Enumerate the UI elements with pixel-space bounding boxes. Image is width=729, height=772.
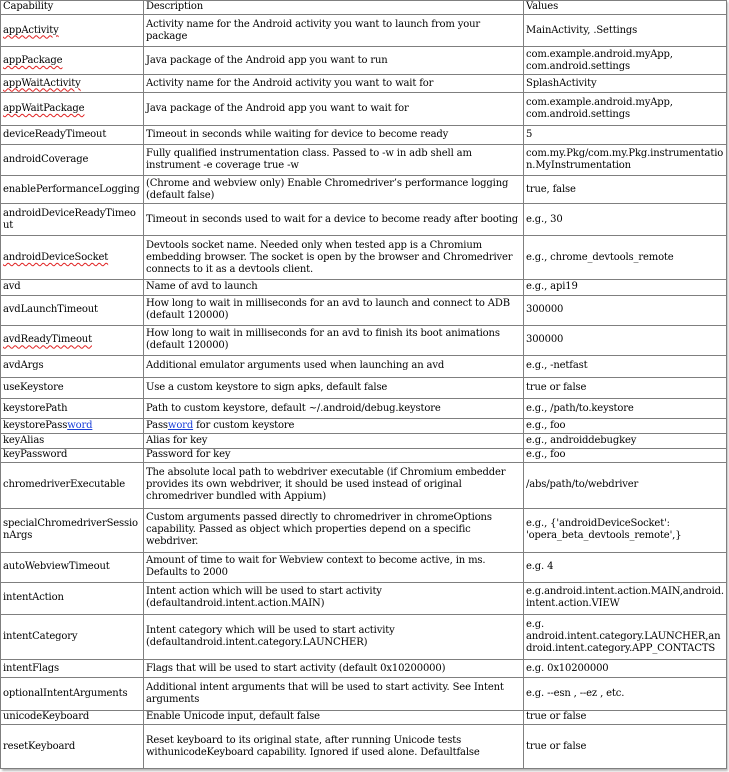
- capability-cell: keystorePath: [1, 398, 144, 419]
- table-row: [1, 176, 727, 204]
- table-row: [1, 614, 727, 659]
- capability-cell: androidCoverage: [1, 144, 144, 175]
- description-cell: Activity name for the Android activity you want to wait for: [144, 75, 524, 93]
- capability-cell: [1, 419, 144, 434]
- description-cell: Timeout in seconds used to wait for a device to become ready after booting: [144, 204, 524, 236]
- values-cell: 5: [524, 126, 727, 145]
- values-cell: MainActivity, .Settings: [524, 15, 727, 47]
- description-cell: Intent category which will be used to start activity (defaultandroid.intent.category.LAUNCHER): [144, 614, 524, 659]
- values-cell: e.g., /path/to.keystore: [524, 398, 727, 419]
- table-row: [1, 325, 727, 355]
- capability-cell: deviceReadyTimeout: [1, 126, 144, 145]
- capability-cell: avdLaunchTimeout: [1, 295, 144, 325]
- description-cell: Intent action which will be used to start activity (defaultandroid.intent.action.MAIN): [144, 582, 524, 614]
- capability-cell: [1, 236, 144, 280]
- table-row: [1, 47, 727, 75]
- values-cell: true or false: [524, 725, 727, 769]
- values-cell: 300000: [524, 295, 727, 325]
- values-cell: e.g. android.intent.category.LAUNCHER,android.intent.category.APP_CONTACTS: [524, 614, 727, 659]
- description-cell: Additional intent arguments that will be used to start activity. See Intent arguments: [144, 678, 524, 710]
- table-row: [1, 508, 727, 552]
- capability-cell: keyAlias: [1, 434, 144, 449]
- table-row: [1, 552, 727, 582]
- values-cell: e.g., {'androidDeviceSocket': 'opera_beta_devtools_remote',}: [524, 508, 727, 552]
- description-part: for custom keystore: [193, 420, 295, 432]
- capability-cell: unicodeKeyboard: [1, 710, 144, 725]
- values-cell: e.g. 0x10200000: [524, 659, 727, 678]
- capability-cell: [1, 47, 144, 75]
- capability-name: appPackage: [3, 54, 63, 66]
- capability-cell: [1, 75, 144, 93]
- description-cell: How long to wait in milliseconds for an avd to launch and connect to ADB (default 120000): [144, 295, 524, 325]
- values-cell: /abs/path/to/webdriver: [524, 463, 727, 509]
- description-cell: Enable Unicode input, default false: [144, 710, 524, 725]
- header-capability: Capability: [1, 1, 144, 15]
- table-header-row: [1, 1, 727, 15]
- values-cell: 300000: [524, 325, 727, 355]
- capability-cell: [1, 92, 144, 125]
- values-cell: com.example.android.myApp, com.android.settings: [524, 47, 727, 75]
- table-row: [1, 15, 727, 47]
- capability-cell: avd: [1, 280, 144, 296]
- description-cell: Timeout in seconds while waiting for device to become ready: [144, 126, 524, 145]
- values-cell: e.g., androiddebugkey: [524, 434, 727, 449]
- description-cell: Devtools socket name. Needed only when tested app is a Chromium embedding browser. The socket is open by the browser and Chromedriver connects to it as a devtools client.: [144, 236, 524, 280]
- capability-name-part: keystorePass: [3, 420, 68, 432]
- capability-cell: autoWebviewTimeout: [1, 552, 144, 582]
- table-row: [1, 75, 727, 93]
- values-cell: e.g., api19: [524, 280, 727, 296]
- capability-cell: specialChromedriverSessionArgs: [1, 508, 144, 552]
- description-part: Pass: [146, 420, 168, 432]
- capability-cell: avdArgs: [1, 356, 144, 378]
- table-row: [1, 659, 727, 678]
- description-cell: Java package of the Android app you want to wait for: [144, 92, 524, 125]
- capability-cell: intentAction: [1, 582, 144, 614]
- header-description: Description: [144, 1, 524, 15]
- description-cell: Use a custom keystore to sign apks, default false: [144, 377, 524, 398]
- description-cell: Alias for key: [144, 434, 524, 449]
- values-cell: SplashActivity: [524, 75, 727, 93]
- values-cell: true, false: [524, 176, 727, 204]
- description-cell: Path to custom keystore, default ~/.android/debug.keystore: [144, 398, 524, 419]
- values-cell: e.g., foo: [524, 419, 727, 434]
- description-cell: Password for key: [144, 448, 524, 463]
- capability-cell: useKeystore: [1, 377, 144, 398]
- description-cell: How long to wait in milliseconds for an avd to finish its boot animations (default 120000): [144, 325, 524, 355]
- description-cell: Fully qualified instrumentation class. Passed to -w in adb shell am instrument -e coverage true -w: [144, 144, 524, 175]
- capability-cell: resetKeyboard: [1, 725, 144, 769]
- capability-cell: androidDeviceReadyTimeout: [1, 204, 144, 236]
- table-row: [1, 377, 727, 398]
- capability-name: appWaitPackage: [3, 103, 85, 115]
- header-values: Values: [524, 1, 727, 15]
- description-cell: Reset keyboard to its original state, after running Unicode tests withunicodeKeyboard capability. Ignored if used alone. Defaultfalse: [144, 725, 524, 769]
- capability-cell: enablePerformanceLogging: [1, 176, 144, 204]
- values-cell: true or false: [524, 377, 727, 398]
- description-cell: Java package of the Android app you want to run: [144, 47, 524, 75]
- table-row: [1, 710, 727, 725]
- table-row: [1, 204, 727, 236]
- description-cell: (Chrome and webview only) Enable Chromedriver’s performance logging (default false): [144, 176, 524, 204]
- table-row: [1, 448, 727, 463]
- table-row: [1, 295, 727, 325]
- values-cell: com.example.android.myApp, com.android.settings: [524, 92, 727, 125]
- capability-cell: chromedriverExecutable: [1, 463, 144, 509]
- values-cell: e.g. --esn , --ez , etc.: [524, 678, 727, 710]
- values-cell: com.my.Pkg/com.my.Pkg.instrumentation.MyInstrumentation: [524, 144, 727, 175]
- table-row: [1, 356, 727, 378]
- password-link[interactable]: word: [67, 420, 93, 432]
- table-row: [1, 398, 727, 419]
- capability-cell: optionalIntentArguments: [1, 678, 144, 710]
- values-cell: e.g., -netfast: [524, 356, 727, 378]
- password-link[interactable]: word: [167, 420, 194, 432]
- table-row: [1, 463, 727, 509]
- capability-cell: [1, 15, 144, 47]
- table-row: [1, 236, 727, 280]
- table-row: [1, 678, 727, 710]
- values-cell: e.g., 30: [524, 204, 727, 236]
- capability-cell: intentCategory: [1, 614, 144, 659]
- table-row: [1, 419, 727, 434]
- capability-name: avdReadyTimeout: [3, 334, 92, 346]
- capability-name: appActivity: [3, 24, 59, 36]
- description-cell: The absolute local path to webdriver executable (if Chromium embedder provides its own webdriver, it should be used instead of original chromedriver bundled with Appium): [144, 463, 524, 509]
- values-cell: e.g., foo: [524, 448, 727, 463]
- description-cell: Amount of time to wait for Webview context to become active, in ms. Defaults to 2000: [144, 552, 524, 582]
- capability-cell: intentFlags: [1, 659, 144, 678]
- table-row: [1, 144, 727, 175]
- capability-name: appWaitActivity: [3, 77, 81, 89]
- table-row: [1, 280, 727, 296]
- table-row: [1, 434, 727, 449]
- values-cell: e.g. 4: [524, 552, 727, 582]
- values-cell: e.g., chrome_devtools_remote: [524, 236, 727, 280]
- description-cell: Name of avd to launch: [144, 280, 524, 296]
- capability-cell: keyPassword: [1, 448, 144, 463]
- capability-cell: [1, 325, 144, 355]
- table-row: [1, 126, 727, 145]
- table-row: [1, 582, 727, 614]
- values-cell: true or false: [524, 710, 727, 725]
- table-row: [1, 92, 727, 125]
- description-cell: Custom arguments passed directly to chromedriver in chromeOptions capability. Passed as object which properties depend on a specific webdriver.: [144, 508, 524, 552]
- description-cell: Activity name for the Android activity you want to launch from your package: [144, 15, 524, 47]
- description-cell: Flags that will be used to start activity (default 0x10200000): [144, 659, 524, 678]
- capability-name: androidDeviceSocket: [3, 251, 109, 263]
- table-row: [1, 725, 727, 769]
- description-cell: Additional emulator arguments used when launching an avd: [144, 356, 524, 378]
- description-cell: [144, 419, 524, 434]
- values-cell: e.g.android.intent.action.MAIN,android.intent.action.VIEW: [524, 582, 727, 614]
